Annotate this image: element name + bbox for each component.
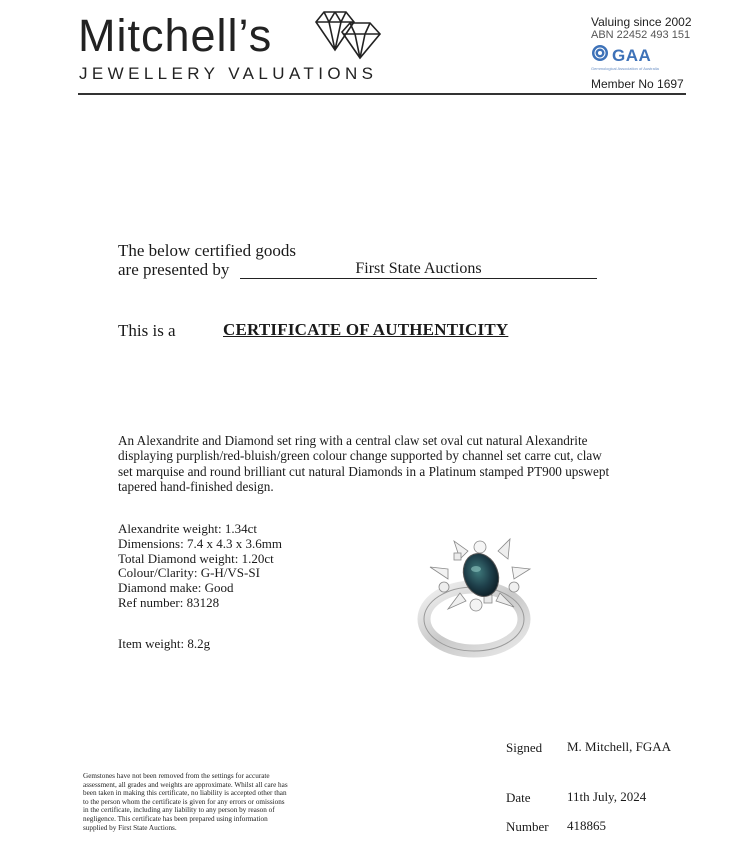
abn-number: ABN 22452 493 151 <box>591 29 691 41</box>
gaa-label: GAA <box>612 46 652 65</box>
brand-tagline: JEWELLERY VALUATIONS <box>79 64 378 83</box>
intro-line-1: The below certified goods <box>118 241 296 260</box>
brand-name: Mitchell’s <box>78 10 273 61</box>
item-description: An Alexandrite and Diamond set ring with a central claw set oval cut natural Alexandrite displaying purplish/red-bluish/green colour change supported by channel set carre cut, claw set marquise and round brilliant cut natural Diamonds in a Platinum stamped PT900 upswept tapered hand-finished design. <box>118 433 610 494</box>
spec-line: Ref number: 83128 <box>118 594 220 610</box>
gaa-seal-icon <box>591 44 609 62</box>
certificate-prefix: This is a <box>118 321 176 340</box>
header-divider <box>78 93 686 95</box>
ring-photo <box>414 529 564 659</box>
signed-label: Signed <box>506 740 543 755</box>
certificate-title: CERTIFICATE OF AUTHENTICITY <box>223 320 509 339</box>
signed-value: M. Mitchell, FGAA <box>567 739 671 754</box>
intro-line-2: are presented by <box>118 260 230 279</box>
disclaimer-text: Gemstones have not been removed from the settings for accurate assessment, all grades and weights are approximate. Whilst all care has been taken in making this certificate, no liability is accepted other than to the person whom the certificate is given for any errors or omissions in the certificate, including any liability to any person by reason of negligence. This certificate has been prepared using information supplied by First State Auctions. <box>83 772 288 832</box>
item-weight: Item weight: 8.2g <box>118 636 211 651</box>
valuing-since: Valuing since 2002 <box>591 15 692 29</box>
member-number: Member No 1697 <box>591 77 684 91</box>
spec-line: Diamond make: Good <box>118 580 234 596</box>
diamond-logo-icon <box>312 8 384 60</box>
specs-list <box>118 522 282 611</box>
spec-line: Alexandrite weight: 1.34ct <box>118 521 257 536</box>
gaa-subtitle: Gemmological Association of Australia <box>591 66 659 71</box>
spec-line: Total Diamond weight: 1.20ct <box>118 550 274 566</box>
spec-line: Dimensions: 7.4 x 4.3 x 3.6mm <box>118 535 282 551</box>
date-value: 11th July, 2024 <box>567 789 647 804</box>
spec-line: Colour/Clarity: G-H/VS-SI <box>118 565 260 581</box>
number-value: 418865 <box>567 818 606 833</box>
number-label: Number <box>506 819 549 834</box>
presenter-name: First State Auctions <box>240 260 597 279</box>
date-label: Date <box>506 790 531 805</box>
